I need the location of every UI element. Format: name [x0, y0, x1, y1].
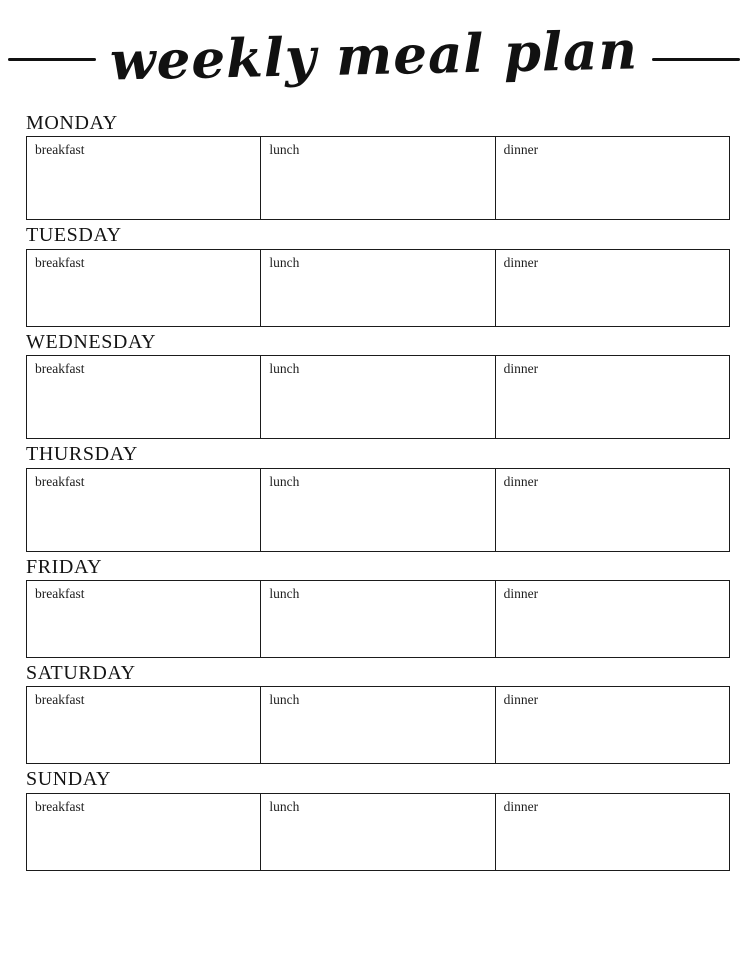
label-monday-breakfast: breakfast [35, 142, 85, 158]
cell-monday-dinner[interactable] [496, 137, 729, 219]
day-title-thursday: THURSDAY [26, 443, 138, 466]
label-thursday-lunch: lunch [269, 473, 300, 489]
meal-row-monday [26, 136, 730, 220]
cell-thursday-lunch[interactable] [261, 469, 495, 551]
day-title-sunday: SUNDAY [26, 768, 112, 791]
cell-sunday-lunch[interactable] [261, 794, 495, 870]
entry-sunday-dinner[interactable] [504, 819, 729, 829]
cell-friday-breakfast[interactable] [27, 581, 261, 657]
entry-saturday-lunch[interactable] [269, 713, 494, 723]
label-wednesday-lunch: lunch [269, 361, 300, 377]
label-monday-lunch: lunch [269, 142, 300, 158]
day-title-tuesday: TUESDAY [26, 224, 122, 247]
entry-friday-breakfast[interactable] [35, 606, 260, 616]
day-block-monday [26, 112, 730, 220]
days-list [0, 112, 748, 871]
day-title-wednesday: WEDNESDAY [26, 330, 157, 353]
day-block-friday [26, 556, 730, 658]
label-saturday-dinner: dinner [503, 692, 539, 708]
meal-row-saturday [26, 686, 730, 764]
label-wednesday-dinner: dinner [503, 361, 539, 377]
entry-tuesday-dinner[interactable] [504, 275, 729, 285]
header-rule-right [652, 58, 740, 61]
entry-monday-dinner[interactable] [504, 163, 729, 173]
meal-row-tuesday [26, 249, 730, 327]
cell-monday-breakfast[interactable] [27, 137, 261, 219]
meal-row-sunday [26, 793, 730, 871]
cell-tuesday-lunch[interactable] [261, 250, 495, 326]
entry-saturday-breakfast[interactable] [35, 713, 260, 723]
label-sunday-breakfast: breakfast [35, 798, 85, 814]
label-friday-lunch: lunch [269, 585, 300, 601]
entry-monday-lunch[interactable] [269, 163, 494, 173]
label-saturday-breakfast: breakfast [35, 692, 85, 708]
entry-thursday-lunch[interactable] [269, 494, 494, 504]
label-sunday-lunch: lunch [269, 798, 300, 814]
day-block-wednesday [26, 331, 730, 439]
cell-sunday-breakfast[interactable] [27, 794, 261, 870]
entry-wednesday-dinner[interactable] [504, 382, 729, 392]
entry-tuesday-lunch[interactable] [269, 275, 494, 285]
day-block-tuesday [26, 224, 730, 326]
entry-friday-lunch[interactable] [269, 606, 494, 616]
day-title-monday: MONDAY [26, 112, 118, 134]
cell-sunday-dinner[interactable] [496, 794, 729, 870]
entry-wednesday-lunch[interactable] [269, 382, 494, 392]
entry-thursday-breakfast[interactable] [35, 494, 260, 504]
cell-saturday-lunch[interactable] [261, 687, 495, 763]
entry-thursday-dinner[interactable] [504, 494, 729, 504]
label-sunday-dinner: dinner [503, 798, 539, 814]
entry-tuesday-breakfast[interactable] [35, 275, 260, 285]
entry-wednesday-breakfast[interactable] [35, 382, 260, 392]
entry-saturday-dinner[interactable] [504, 713, 729, 723]
day-block-saturday [26, 662, 730, 764]
cell-tuesday-breakfast[interactable] [27, 250, 261, 326]
label-tuesday-lunch: lunch [269, 254, 300, 270]
day-title-friday: FRIDAY [26, 555, 103, 578]
page-title: weekly meal plan [109, 18, 639, 93]
label-thursday-breakfast: breakfast [35, 473, 85, 489]
cell-thursday-dinner[interactable] [496, 469, 729, 551]
label-saturday-lunch: lunch [269, 692, 300, 708]
label-tuesday-dinner: dinner [503, 254, 539, 270]
entry-sunday-lunch[interactable] [269, 819, 494, 829]
entry-sunday-breakfast[interactable] [35, 819, 260, 829]
meal-row-wednesday [26, 355, 730, 439]
label-friday-breakfast: breakfast [35, 585, 85, 601]
page-header [0, 0, 748, 112]
label-tuesday-breakfast: breakfast [35, 254, 85, 270]
cell-saturday-dinner[interactable] [496, 687, 729, 763]
cell-saturday-breakfast[interactable] [27, 687, 261, 763]
header-rule-left [8, 58, 96, 61]
label-friday-dinner: dinner [503, 585, 539, 601]
label-thursday-dinner: dinner [503, 473, 539, 489]
meal-row-thursday [26, 468, 730, 552]
day-block-sunday [26, 768, 730, 870]
label-monday-dinner: dinner [503, 142, 539, 158]
cell-monday-lunch[interactable] [261, 137, 495, 219]
meal-row-friday [26, 580, 730, 658]
day-block-thursday [26, 443, 730, 551]
cell-friday-dinner[interactable] [496, 581, 729, 657]
cell-wednesday-breakfast[interactable] [27, 356, 261, 438]
entry-friday-dinner[interactable] [504, 606, 729, 616]
entry-monday-breakfast[interactable] [35, 163, 260, 173]
label-wednesday-breakfast: breakfast [35, 361, 85, 377]
day-title-saturday: SATURDAY [26, 661, 136, 684]
cell-tuesday-dinner[interactable] [496, 250, 729, 326]
cell-wednesday-lunch[interactable] [261, 356, 495, 438]
cell-wednesday-dinner[interactable] [496, 356, 729, 438]
cell-friday-lunch[interactable] [261, 581, 495, 657]
cell-thursday-breakfast[interactable] [27, 469, 261, 551]
